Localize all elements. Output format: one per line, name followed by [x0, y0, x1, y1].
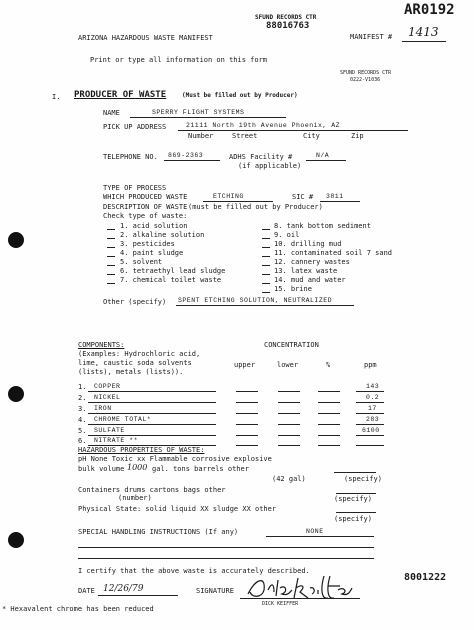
- component-num: 6.: [78, 437, 87, 445]
- waste-type-item: 3. pesticides: [120, 240, 175, 248]
- concentration-heading: CONCENTRATION: [264, 341, 319, 349]
- waste-type-item: 15. brine: [274, 285, 312, 293]
- process-line: [203, 201, 273, 202]
- adhs-label: ADHS Facility #: [229, 153, 293, 161]
- certification-statement: I certify that the above waste is accurately described.: [78, 567, 310, 575]
- containers-line: Containers drums cartons bags other: [78, 486, 226, 494]
- other-line: [176, 305, 354, 306]
- description-note: (must be filled out by Producer): [188, 203, 323, 211]
- name-value: SPERRY FLIGHT SYSTEMS: [152, 109, 245, 116]
- lower-line: [278, 413, 300, 414]
- process-which-label: WHICH PRODUCED WASTE: [103, 193, 188, 201]
- records-stamp-line1: SFUND RECORDS CTR: [340, 70, 392, 76]
- phone-label: TELEPHONE NO.: [103, 153, 158, 161]
- document-id: AR0192: [404, 2, 455, 18]
- component-name: NICKEL: [94, 394, 121, 401]
- producer-heading: PRODUCER OF WASTE: [74, 90, 167, 100]
- percent-line: [318, 402, 340, 403]
- components-heading: COMPONENTS:: [78, 341, 125, 349]
- component-line: [88, 424, 216, 425]
- other-value: SPENT ETCHING SOLUTION, NEUTRALIZED: [178, 297, 333, 304]
- punch-hole: [8, 232, 24, 248]
- bulk-volume-value: 1000: [127, 463, 148, 472]
- waste-type-item: 4. paint sludge: [120, 249, 184, 257]
- lower-line: [278, 445, 300, 446]
- component-line: [88, 413, 216, 414]
- upper-line: [236, 402, 258, 403]
- lower-line: [278, 424, 300, 425]
- waste-checkbox: [262, 265, 270, 266]
- waste-checkbox: [107, 247, 115, 248]
- component-line: [88, 402, 216, 403]
- upper-line: [236, 435, 258, 436]
- containers-other-line: [336, 493, 376, 494]
- phone-line: [164, 160, 220, 161]
- lower-line: [278, 391, 300, 392]
- upper-line: [236, 413, 258, 414]
- ppm-line: [356, 413, 384, 414]
- address-value: 21111 North 19th Avenue Phoenix, AZ: [186, 122, 341, 129]
- waste-type-item: 14. mud and water: [274, 276, 346, 284]
- waste-type-item: 10. drilling mud: [274, 240, 342, 248]
- percent-line: [318, 445, 340, 446]
- physical-other-line: [336, 512, 376, 513]
- date-line: [98, 595, 178, 596]
- records-stamp-line2: 0222-V1036: [350, 77, 381, 83]
- phone-value: 869-2363: [168, 152, 204, 159]
- physical-state-line: Physical State: solid liquid XX sludge XX other: [78, 505, 277, 513]
- component-ppm: 6100: [362, 427, 380, 434]
- waste-type-item: 11. contaminated soil 7 sand: [274, 249, 393, 257]
- description-label: DESCRIPTION OF WASTE: [103, 203, 188, 211]
- waste-checkbox: [107, 229, 115, 230]
- waste-type-item: 12. cannery wastes: [274, 258, 350, 266]
- specify-note: (specify): [334, 495, 372, 503]
- form-title: ARIZONA HAZARDOUS WASTE MANIFEST: [78, 34, 213, 42]
- ppm-line: [356, 424, 384, 425]
- special-handling-line2: [78, 547, 374, 548]
- stamp-number: 8001222: [404, 572, 447, 583]
- waste-type-item: 5. solvent: [120, 258, 163, 266]
- component-ppm: 0.2: [366, 394, 380, 401]
- ppm-line: [356, 435, 384, 436]
- address-sub-street: Street: [232, 132, 258, 140]
- other-volume-line: [334, 472, 376, 473]
- waste-type-item: 9. oil: [274, 231, 300, 239]
- adhs-line: [306, 160, 346, 161]
- component-name: NITRATE **: [94, 437, 139, 444]
- waste-type-item: 2. alkaline solution: [120, 231, 205, 239]
- records-number: 88016763: [266, 21, 310, 31]
- col-lower: lower: [277, 361, 299, 369]
- ppm-line: [356, 391, 384, 392]
- waste-type-item: 6. tetraethyl lead sludge: [120, 267, 226, 275]
- containers-number-label: (number): [118, 494, 152, 502]
- component-name: COPPER: [94, 383, 121, 390]
- waste-checkbox: [262, 238, 270, 239]
- component-ppm: 283: [366, 416, 380, 423]
- address-line: [178, 130, 408, 131]
- hazardous-line1: pH None Toxic xx Flammable corrosive explosive: [78, 455, 272, 463]
- waste-checkbox: [262, 274, 270, 275]
- hazardous-heading: HAZARDOUS PROPERTIES OF WASTE:: [78, 446, 205, 454]
- component-num: 4.: [78, 416, 87, 424]
- components-example: (lists), metals (lists)).: [78, 368, 184, 376]
- ppm-line: [356, 402, 384, 403]
- address-sub-zip: Zip: [351, 132, 364, 140]
- address-label: PICK UP ADDRESS: [103, 123, 167, 131]
- waste-checkbox: [107, 265, 115, 266]
- component-line: [88, 391, 216, 392]
- adhs-note: (if applicable): [238, 162, 302, 170]
- bulk-volume-label: bulk volume: [78, 465, 125, 473]
- address-sub-city: City: [303, 132, 320, 140]
- specify-note: (specify): [334, 515, 372, 523]
- specify-note: (specify): [344, 475, 382, 483]
- waste-checkbox: [107, 256, 115, 257]
- waste-checkbox: [262, 247, 270, 248]
- signature-label: SIGNATURE: [196, 587, 234, 595]
- name-line: [130, 117, 286, 118]
- punch-hole: [8, 386, 24, 402]
- section-numeral: I.: [52, 93, 61, 101]
- ppm-line: [356, 445, 384, 446]
- manifest-number-line: [402, 41, 446, 42]
- components-example: (Examples: Hydrochloric acid,: [78, 350, 201, 358]
- waste-type-item: 1. acid solution: [120, 222, 188, 230]
- check-type-label: Check type of waste:: [103, 212, 188, 220]
- component-name: CHROME TOTAL*: [94, 416, 152, 423]
- percent-line: [318, 413, 340, 414]
- component-num: 2.: [78, 394, 87, 402]
- process-value: ETCHING: [213, 193, 244, 200]
- special-handling-value: NONE: [306, 528, 324, 535]
- special-handling-line: [266, 536, 374, 537]
- lower-line: [278, 435, 300, 436]
- sic-line: [320, 201, 360, 202]
- manifest-label: MANIFEST #: [350, 33, 393, 41]
- signature-name: DICK KEIFFER: [262, 601, 299, 607]
- name-label: NAME: [103, 109, 120, 117]
- adhs-value: N/A: [316, 152, 330, 159]
- punch-hole: [8, 532, 24, 548]
- date-label: DATE: [78, 587, 95, 595]
- instructions: Print or type all information on this form: [90, 56, 268, 64]
- component-num: 5.: [78, 427, 87, 435]
- waste-checkbox: [107, 283, 115, 284]
- waste-checkbox: [262, 292, 270, 293]
- bulk-volume-units: gal. tons barrels other: [152, 465, 249, 473]
- component-name: IRON: [94, 405, 112, 412]
- percent-line: [318, 424, 340, 425]
- waste-checkbox: [262, 283, 270, 284]
- waste-type-item: 13. latex waste: [274, 267, 338, 275]
- lower-line: [278, 402, 300, 403]
- barrel-size-note: (42 gal): [272, 475, 306, 483]
- component-line: [88, 435, 216, 436]
- process-type-label: TYPE OF PROCESS: [103, 184, 167, 192]
- col-percent: %: [326, 361, 331, 369]
- upper-line: [236, 391, 258, 392]
- percent-line: [318, 435, 340, 436]
- sic-value: 3811: [326, 193, 344, 200]
- records-center-label: SFUND RECORDS CTR: [255, 14, 317, 21]
- col-upper: upper: [234, 361, 256, 369]
- component-num: 3.: [78, 405, 87, 413]
- component-name: SULFATE: [94, 427, 125, 434]
- upper-line: [236, 424, 258, 425]
- component-num: 1.: [78, 383, 87, 391]
- sic-label: SIC #: [292, 193, 314, 201]
- col-ppm: ppm: [364, 361, 377, 369]
- manifest-number: 1413: [408, 25, 439, 39]
- components-example: lime, caustic soda solvents: [78, 359, 192, 367]
- percent-line: [318, 391, 340, 392]
- waste-type-item: 8. tank bottom sediment: [274, 222, 371, 230]
- special-handling-line3: [78, 558, 374, 559]
- date-value: 12/26/79: [103, 584, 144, 594]
- upper-line: [236, 445, 258, 446]
- waste-type-item: 7. chemical toilet waste: [120, 276, 222, 284]
- special-handling-label: SPECIAL HANDLING INSTRUCTIONS (If any): [78, 528, 239, 536]
- producer-heading-note: (Must be filled out by Producer): [182, 92, 298, 99]
- other-label: Other (specify): [103, 298, 167, 306]
- signature-line: [240, 598, 360, 599]
- waste-checkbox: [107, 238, 115, 239]
- component-ppm: 17: [368, 405, 377, 412]
- waste-checkbox: [107, 274, 115, 275]
- component-ppm: 143: [366, 383, 380, 390]
- address-sub-number: Number: [188, 132, 214, 140]
- footnote: * Hexavalent chrome has been reduced: [2, 605, 154, 613]
- waste-checkbox: [262, 229, 270, 230]
- waste-checkbox: [262, 256, 270, 257]
